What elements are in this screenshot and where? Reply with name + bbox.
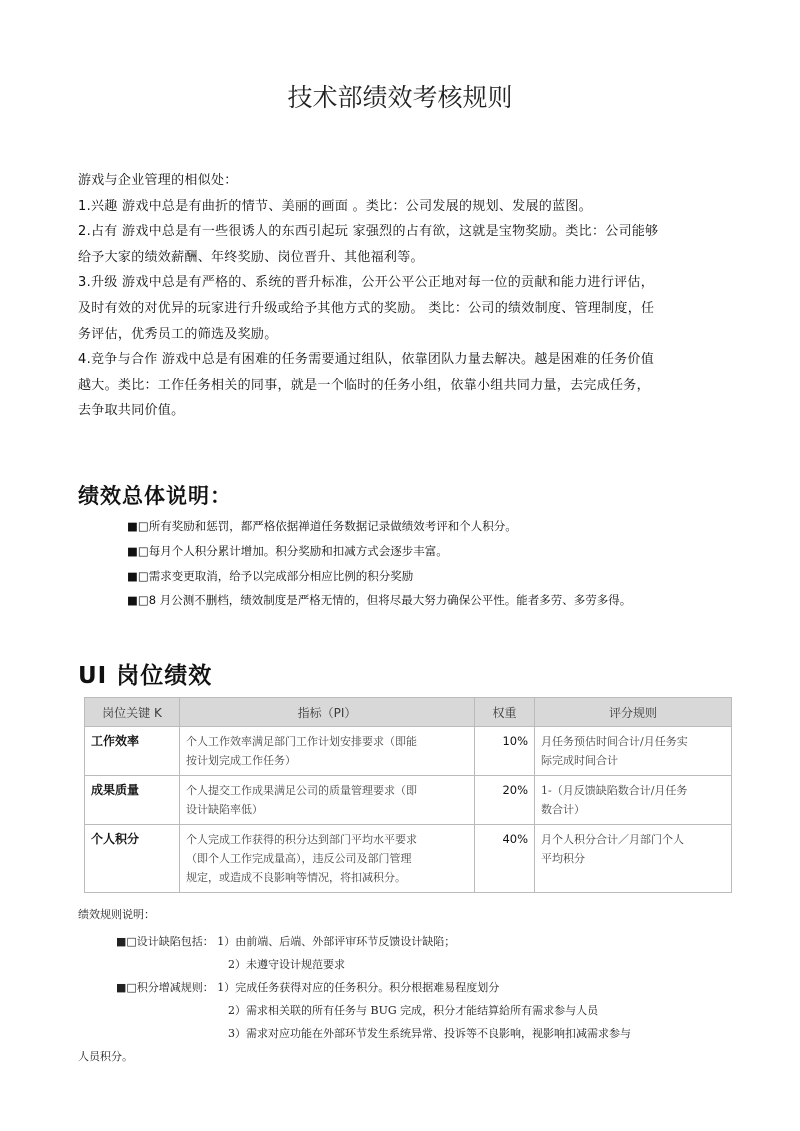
header-key: 岗位关键 K xyxy=(85,698,180,727)
scoring-line: 数合计） xyxy=(541,803,585,816)
intro-line: 给予大家的绩效薪酬、年终奖励、岗位晋升、其他福利等。 xyxy=(78,249,424,265)
indicator-line: 设计缺陷率低） xyxy=(186,803,263,816)
header-scoring: 评分规则 xyxy=(535,698,732,727)
section-heading-overall: 绩效总体说明： xyxy=(78,484,232,508)
intro-line: 4.竞争与合作 游戏中总是有困难的任务需要通过组队，依靠团队力量去解决。越是困难的任务价值 xyxy=(78,352,655,368)
row-weight: 10% xyxy=(475,727,535,776)
intro-line: 1.兴趣 游戏中总是有曲折的情节、美丽的画面 。类比：公司发展的规划、发展的蓝图。 xyxy=(78,198,592,214)
scoring-line: 1-（月反馈缺陷数合计/月任务 xyxy=(541,784,688,797)
rules-line: ■□设计缺陷包括： 1）由前端、后端、外部评审环节反馈设计缺陷； xyxy=(116,935,456,948)
intro-line: 越大。类比：工作任务相关的同事，就是一个临时的任务小组，依靠小组共同力量，去完成任务， xyxy=(78,377,650,393)
indicator-line: 个人完成工作获得的积分达到部门平均水平要求 xyxy=(186,833,417,846)
header-indicator: 指标（PI） xyxy=(180,698,475,727)
row-key: 工作效率 xyxy=(85,727,180,776)
table-row xyxy=(85,776,732,825)
row-scoring xyxy=(535,825,732,893)
scoring-line: 平均积分 xyxy=(541,852,585,865)
scoring-line: 月任务预估时间合计/月任务实 xyxy=(541,735,688,748)
row-scoring xyxy=(535,776,732,825)
indicator-line: （即个人工作完成量高），违反公司及部门管理 xyxy=(186,852,412,865)
intro-section xyxy=(78,168,728,424)
row-indicator xyxy=(180,727,475,776)
rules-line: ■□积分增减规则： 1）完成任务获得对应的任务积分。积分根据难易程度划分 xyxy=(116,981,500,994)
rules-line: 人员积分。 xyxy=(78,1050,133,1063)
row-indicator xyxy=(180,776,475,825)
row-key: 成果质量 xyxy=(85,776,180,825)
bullet-item: ■□每月个人积分累计增加。积分奖励和扣减方式会逐步丰富。 xyxy=(127,543,448,558)
section-heading-ui: UI 岗位绩效 xyxy=(78,663,213,689)
indicator-line: 个人工作效率满足部门工作计划安排要求（即能 xyxy=(186,735,417,748)
header-weight: 权重 xyxy=(475,698,535,727)
row-weight: 20% xyxy=(475,776,535,825)
intro-line: 及时有效的对优异的玩家进行升级或给予其他方式的奖励。 类比：公司的绩效制度、管理制度，任 xyxy=(78,300,655,316)
rules-line: 2）未遵守设计规范要求 xyxy=(228,958,345,971)
row-weight: 40% xyxy=(475,825,535,893)
rules-line: 2）需求相关联的所有任务与 BUG 完成，积分才能结算給所有需求参与人员 xyxy=(228,1004,599,1017)
intro-line: 去争取共同价值。 xyxy=(78,403,185,419)
page-title: 技术部绩效考核规则 xyxy=(287,83,513,112)
scoring-line: 际完成时间合计 xyxy=(541,754,618,767)
intro-line: 3.升级 游戏中总是有严格的、系统的晋升标准，公开公平公正地对每一位的贡献和能力进行评估， xyxy=(78,275,655,291)
intro-line: 2.占有 游戏中总是有一些很诱人的东西引起玩 家强烈的占有欲，这就是宝物奖励。类比：公司能够 xyxy=(78,224,659,240)
intro-line: 务评估，优秀员工的筛选及奖励。 xyxy=(78,326,278,342)
scoring-line: 月个人积分合计／月部门个人 xyxy=(541,833,684,846)
indicator-line: 个人提交工作成果满足公司的质量管理要求（即 xyxy=(186,784,417,797)
bullet-item: ■□所有奖励和惩罚，都严格依据禅道任务数据记录做绩效考评和个人积分。 xyxy=(127,519,517,533)
ui-performance-table xyxy=(84,697,732,893)
rules-heading: 绩效规则说明： xyxy=(78,908,155,921)
table-row xyxy=(85,727,732,776)
bullet-item: ■□需求变更取消，给予以完成部分相应比例的积分奖励 xyxy=(127,568,414,583)
table-row xyxy=(85,825,732,893)
row-scoring xyxy=(535,727,732,776)
indicator-line: 规定，或造成不良影响等情况，将扣减积分。 xyxy=(186,871,406,884)
intro-line: 游戏与企业管理的相似处： xyxy=(78,173,238,188)
row-key: 个人积分 xyxy=(85,825,180,893)
overall-bullet-list xyxy=(127,514,747,613)
row-indicator xyxy=(180,825,475,893)
bullet-item: ■□8 月公测不删档，绩效制度是严格无情的，但将尽最大努力确保公平性。能者多劳、多劳多得。 xyxy=(127,593,632,608)
rules-line: 3）需求对应功能在外部环节发生系统异常、投诉等不良影响，视影响扣减需求参与 xyxy=(228,1027,631,1040)
table-header-row xyxy=(85,698,732,727)
indicator-line: 按计划完成工作任务） xyxy=(186,754,296,767)
